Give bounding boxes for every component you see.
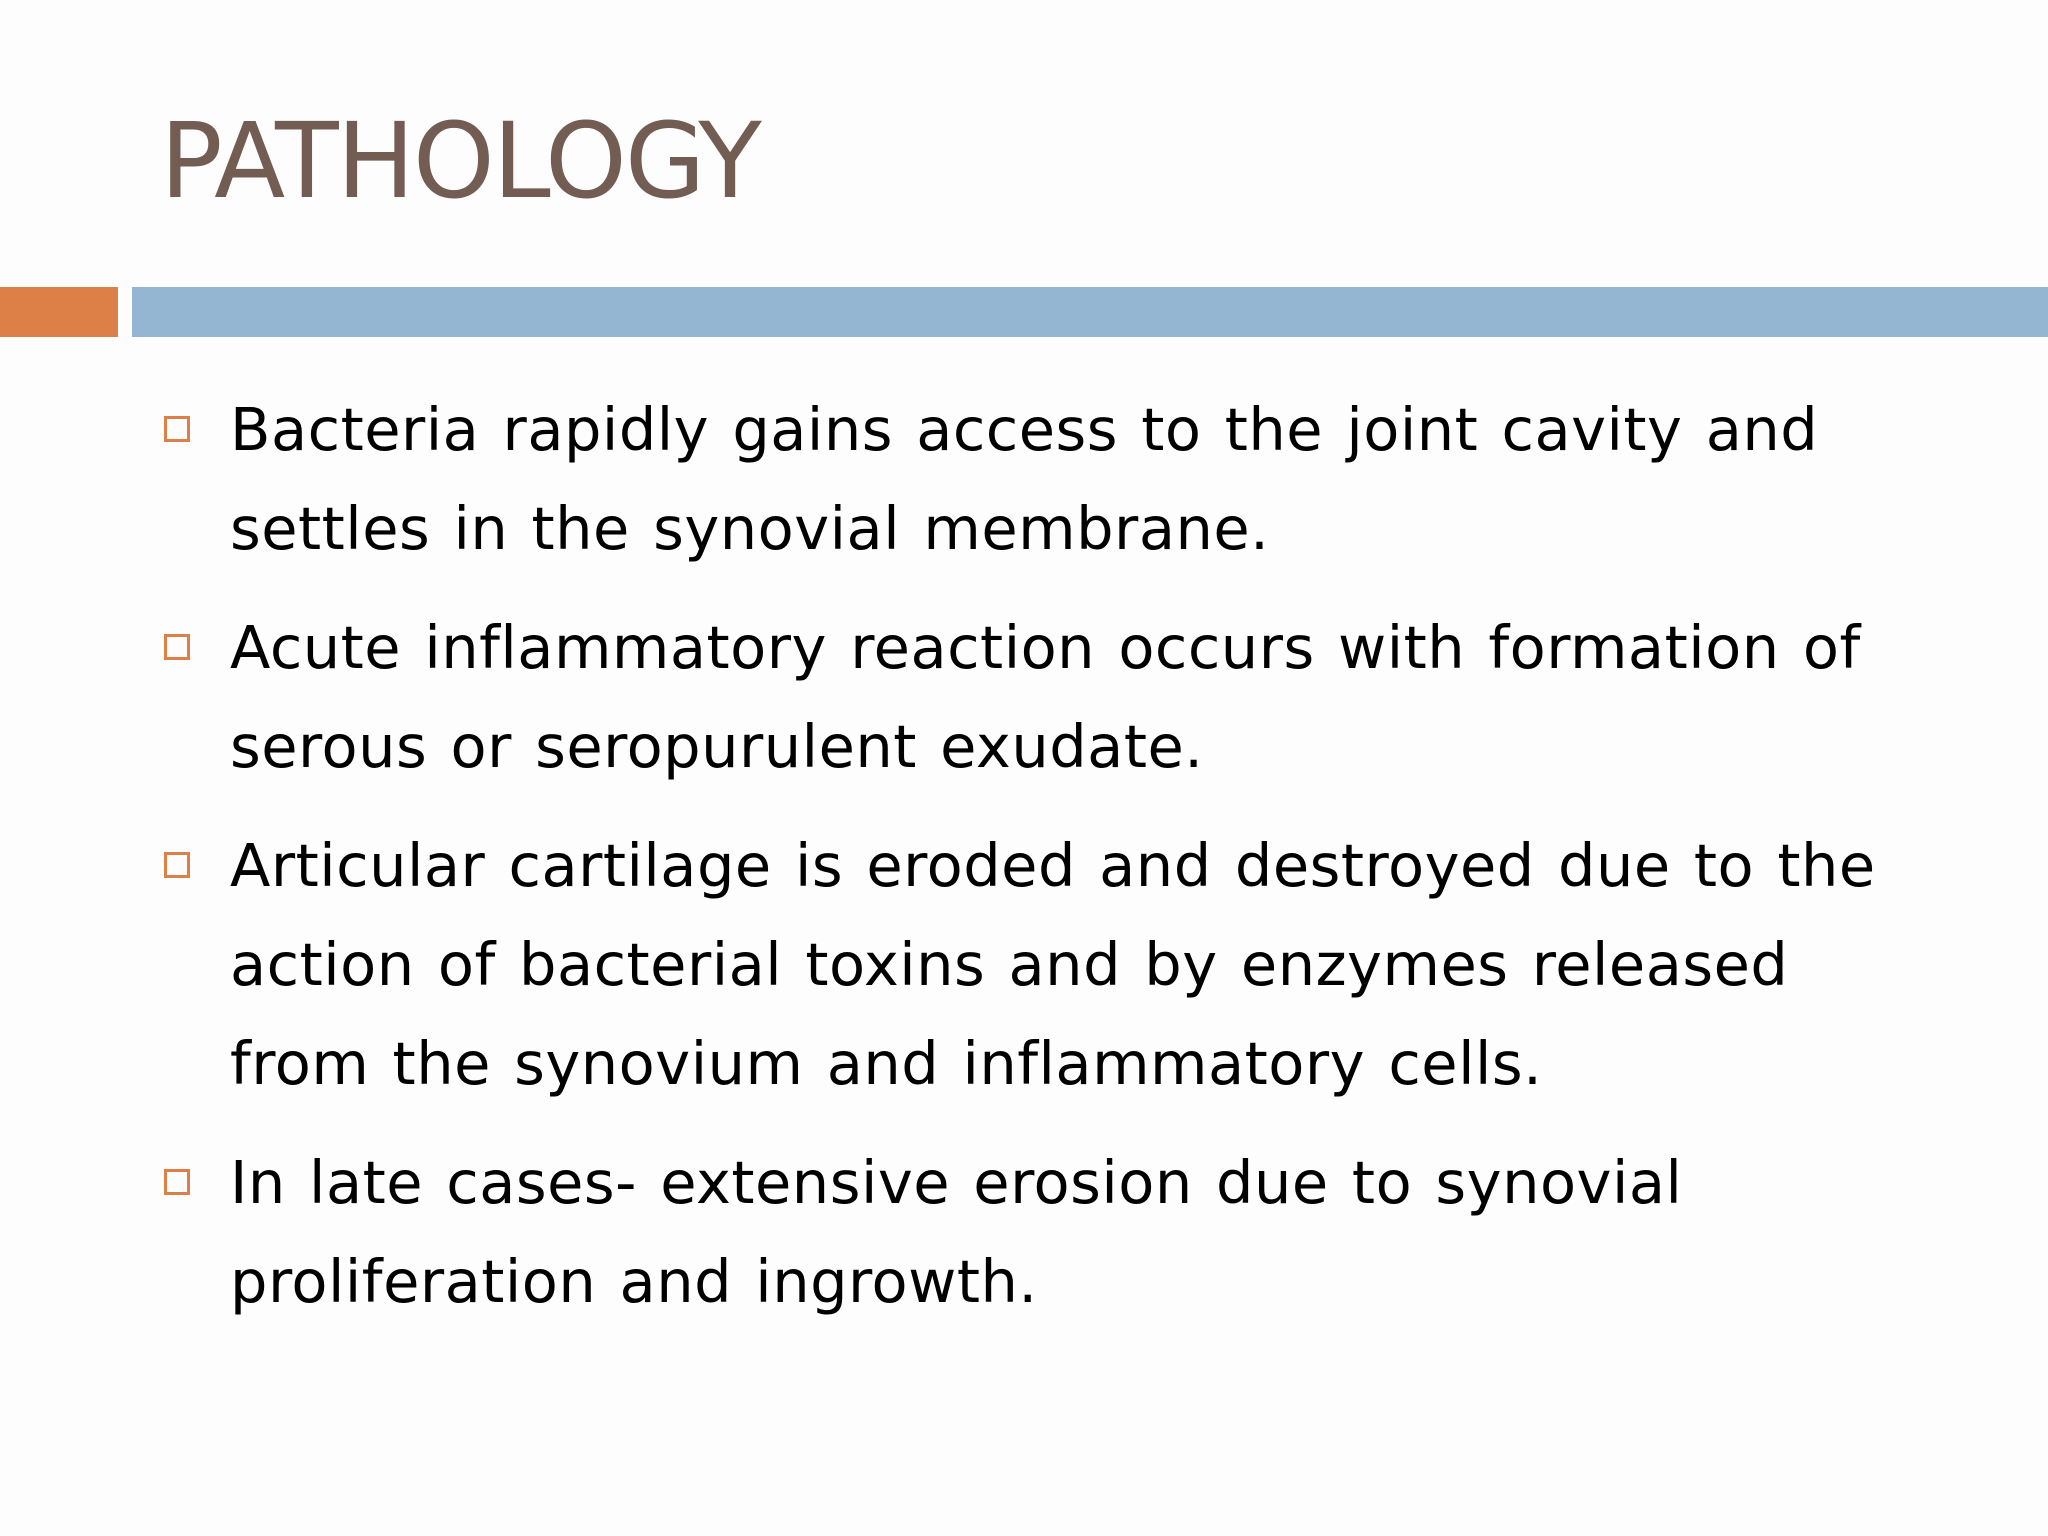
hollow-square-icon: [164, 416, 190, 442]
slide-title: PATHOLOGY: [160, 100, 760, 222]
bullet-text: Bacteria rapidly gains access to the joint cavity and settles in the synovial membrane.: [230, 395, 1819, 563]
bullet-text: Acute inflammatory reaction occurs with formation of serous or seropurulent exudate.: [230, 613, 1861, 781]
bullet-item: [160, 598, 1920, 796]
bullet-list: [160, 380, 1920, 1351]
bullet-item: [160, 1133, 1920, 1331]
bullet-text: In late cases- extensive erosion due to synovial proliferation and ingrowth.: [230, 1148, 1683, 1316]
bullet-item: [160, 380, 1920, 578]
bullet-item: [160, 816, 1920, 1113]
hollow-square-icon: [164, 634, 190, 660]
title-accent-bar: [0, 287, 118, 337]
hollow-square-icon: [164, 852, 190, 878]
title-divider-bar: [132, 287, 2048, 337]
bullet-text: Articular cartilage is eroded and destroyed due to the action of bacterial toxins and by enzymes released from the synovium and inflammatory cells.: [230, 831, 1876, 1098]
hollow-square-icon: [164, 1169, 190, 1195]
